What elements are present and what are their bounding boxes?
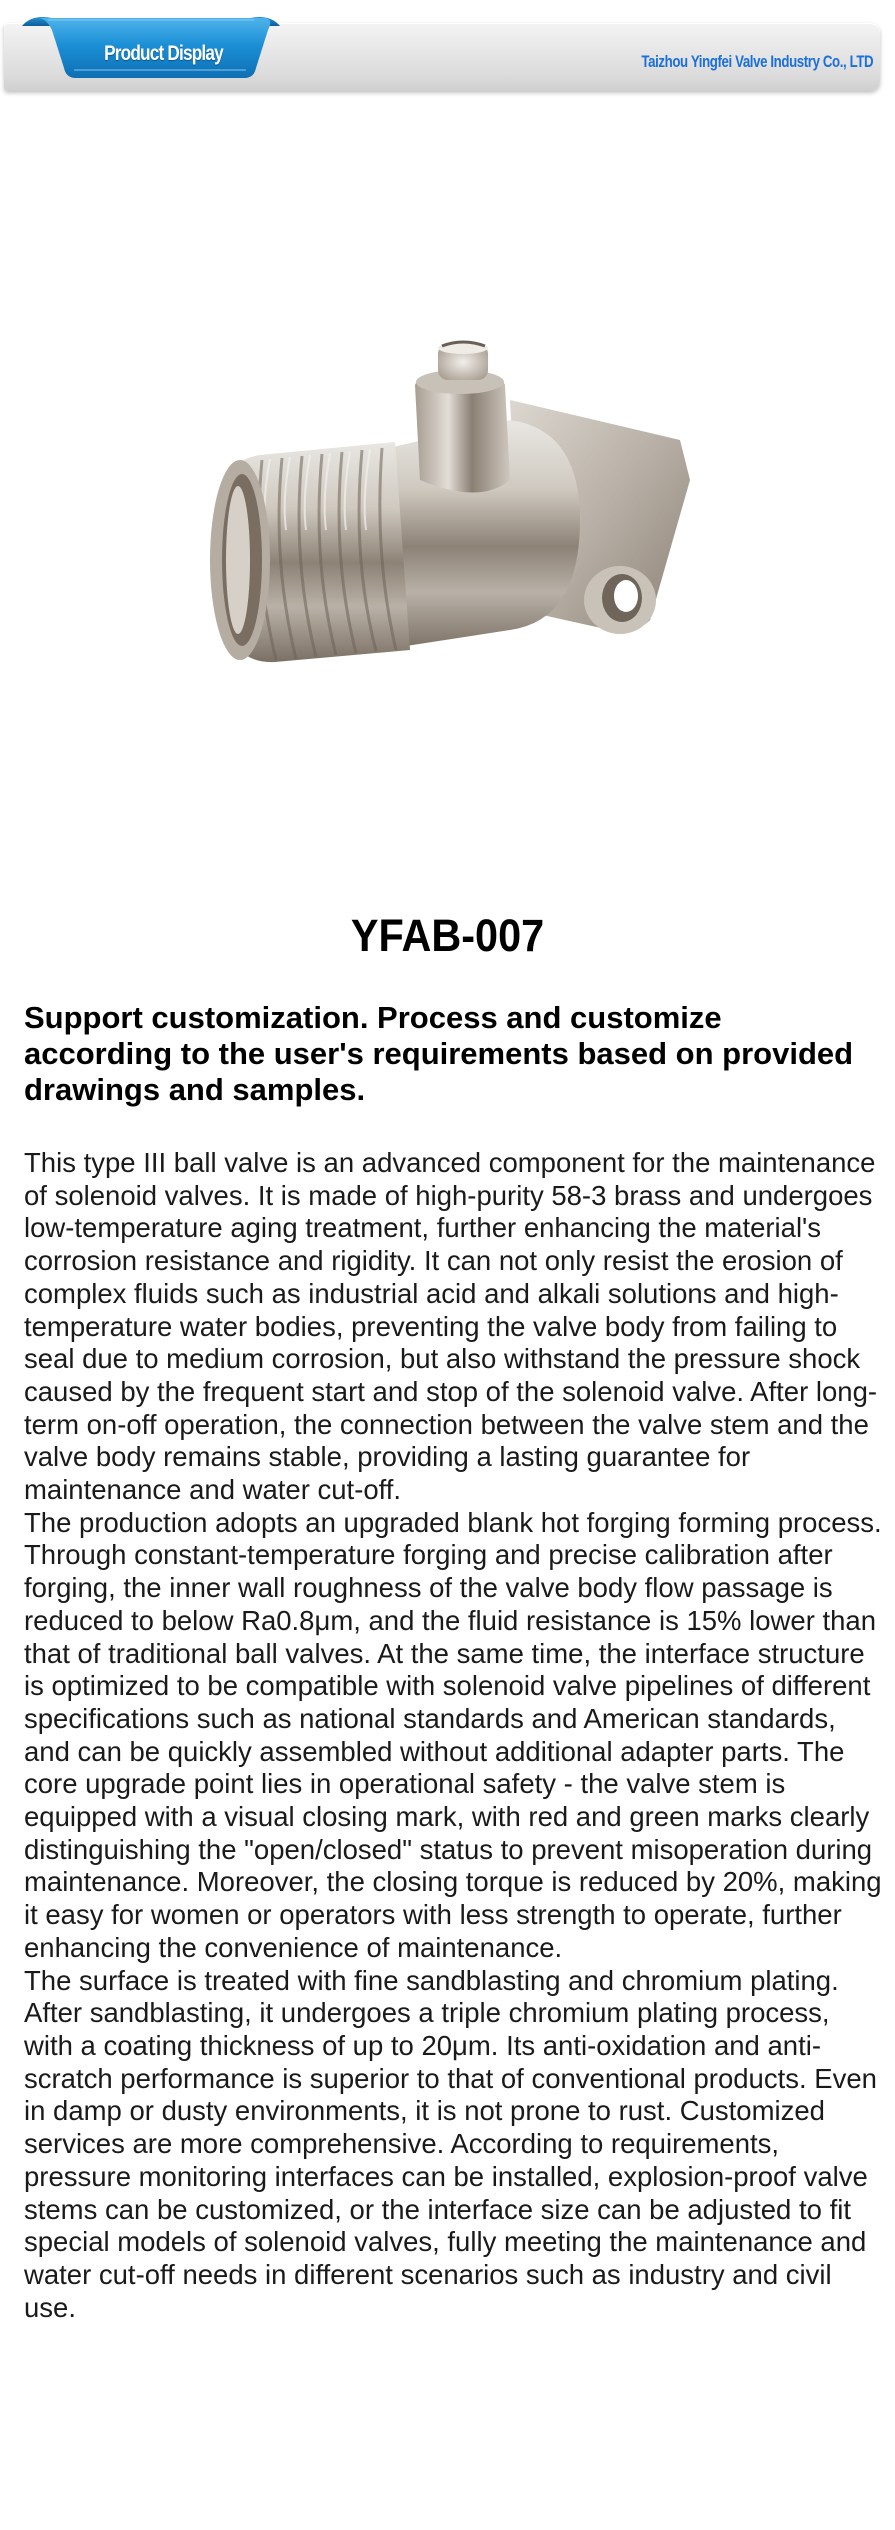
product-image xyxy=(180,330,700,710)
page-header xyxy=(0,0,895,100)
product-display-ribbon xyxy=(18,12,288,82)
description-paragraph-production: The production adopts an upgraded blank hot forging forming process. Through constant-temperature forging and precise calibration after forging, the inner wall roughness of the valve body flow passage is reduced to below Ra0.8μm, and the fluid resistance is 15% lower than that of traditional ball valves. At the same time, the interface structure is optimized to be compatible with solenoid valve pipelines of different specifications such as national standards and American standards, and can be quickly assembled without additional adapter parts. The core upgrade point lies in operational safety - the valve stem is equipped with a visual closing mark, with red and green marks clearly distinguishing the "open/closed" status to prevent misoperation during maintenance. Moreover, the closing torque is reduced by 20%, making it easy for women or operators with less strength to operate, further enhancing the convenience of maintenance. xyxy=(24,1506,882,1963)
valve-fitting-icon xyxy=(180,330,700,710)
description-paragraph-material: This type III ball valve is an advanced component for the maintenance of solenoid valves. It is made of high-purity 58-3 brass and undergoes low-temperature aging treatment, further enhancing the material's corrosion resistance and rigidity. It can not only resist the erosion of complex fluids such as industrial acid and alkali solutions and high-temperature water bodies, preventing the valve body from failing to seal due to medium corrosion, but also withstand the pressure shock caused by the frequent start and stop of the solenoid valve. After long-term on-off operation, the connection between the valve stem and the valve body remains stable, providing a lasting guarantee for maintenance and water cut-off. xyxy=(24,1147,878,1506)
customization-subtitle: Support customization. Process and customize according to the user's requirements based on provided drawings and samples. xyxy=(24,1000,854,1107)
ribbon-label: Product Display xyxy=(104,42,223,65)
description-paragraph-surface: The surface is treated with fine sandblasting and chromium plating. After sandblasting, it undergoes a triple chromium plating process, with a coating thickness of up to 20μm. Its anti-oxidation and anti-scratch performance is superior to that of conventional products. Even in damp or dusty environments, it is not prone to rust. Customized services are more comprehensive. According to requirements, pressure monitoring interfaces can be installed, explosion-proof valve stems can be customized, or the interface size can be adjusted to fit special models of solenoid valves, fully meeting the maintenance and water cut-off needs in different scenarios such as industry and civil use. xyxy=(24,1964,877,2323)
company-name: Taizhou Yingfei Valve Industry Co., LTD xyxy=(641,52,873,71)
product-description xyxy=(24,1147,884,2324)
product-model-title: YFAB-007 xyxy=(350,910,545,961)
